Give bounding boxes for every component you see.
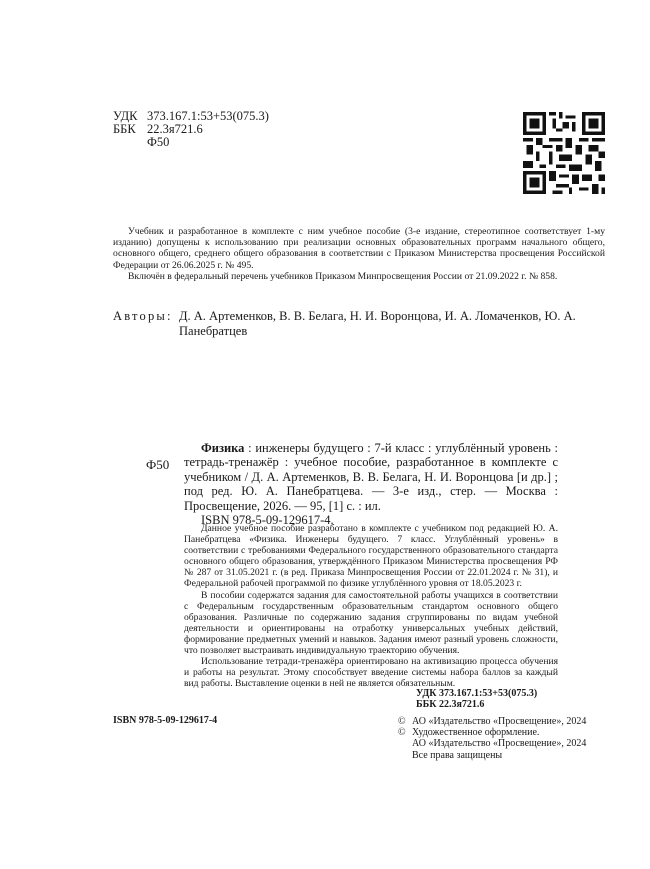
copyright-design-publisher: АО «Издательство «Просвещение», 2024	[412, 738, 587, 750]
annotation-paragraph: Данное учебное пособие разработано в комплекте с учебником под редакцией Ю. А. Панебратцева «Физика. Инженеры будущего. 7 класс. Углублённый уровень» в соответствии с требованиями Федерального государственного образовательного стандарта основного общего образования, утверждённого Приказом Министерства просвещения РФ № 287 от 31.05.2021 г. (в ред. Приказа Минпросвещения России от 22.01.2024 г. № 31), и Федеральной рабочей программой по физике углублённого уровня от 18.05.2023 г.	[184, 523, 558, 590]
footer-udk: УДК 373.167.1:53+53(075.3)	[416, 688, 538, 699]
annotation-paragraph: Использование тетради-тренажёра ориентировано на активизацию процесса обучения и работы на результат. Этому способствует введение системы набора баллов за каждый вид работы. Выставление оценки в ней не является обязательным.	[184, 656, 558, 690]
copyright-icon: ©	[398, 716, 406, 727]
udk-label: УДК	[113, 109, 138, 123]
copyright-design: Художественное оформление.	[412, 727, 540, 739]
bbk-value: 22.3я721.6	[147, 122, 203, 136]
qr-code-icon	[523, 112, 605, 194]
approval-notice	[113, 226, 605, 282]
footer-bbk: ББК 22.3я721.6	[416, 699, 485, 710]
isbn-footer: ISBN 978-5-09-129617-4	[113, 715, 218, 726]
bbk-label: ББК	[113, 122, 136, 136]
federal-list-paragraph: Включён в федеральный перечень учебников Приказом Минпросвещения России от 21.09.2022 г. № 858.	[128, 270, 558, 282]
rights-reserved: Все права защищены	[412, 749, 503, 761]
bibliographic-record	[184, 441, 558, 527]
copyright-publisher: АО «Издательство «Просвещение», 2024	[412, 716, 587, 727]
authors-names: Д. А. Артеменков, В. В. Белага, Н. И. Воронцова, И. А. Ломаченков, Ю. А. Панебратцев	[179, 309, 576, 338]
udk-value: 373.167.1:53+53(075.3)	[147, 109, 269, 123]
approval-paragraph: Учебник и разработанное в комплекте с ним учебное пособие (3-е издание, стереотипное соответствует 1-му изданию) допущены к использованию при реализации основных образовательных программ начального общего, основного общего, среднего общего образования в соответствии с Приказом Министерства просвещения Российской Федерации от 26.06.2025 г. № 495.	[113, 226, 605, 271]
author-mark: Ф50	[147, 135, 170, 149]
annotation-paragraph: В пособии содержатся задания для самостоятельной работы учащихся в соответствии с Федеральным государственным образовательным стандартом основного общего образования. Различные по содержанию задания сгруппированы по видам учебной деятельности и ориентированы на отработку универсальных учебных действий, формирование предметных умений и навыков. Задания имеют разный уровень сложности, что позволяет выстраивать индивидуальную траекторию обучения.	[184, 589, 558, 657]
authors-line	[113, 309, 605, 339]
book-description: : инженеры будущего : 7-й класс : углублённый уровень : тетрадь-тренажёр : учебное пособие, разработанное в комплекте с учебником / Д. А. Артеменков, В. В. Белага, Н. И. Воронцова [и др.] ; под ред. Ю. А. Панебратцева. — 3-е изд., стер. — Москва : Просвещение, 2026. — 95, [1] с. : ил.	[184, 441, 558, 513]
annotation	[184, 523, 558, 689]
footer-codes	[416, 688, 537, 710]
bibliographic-code: Ф50	[146, 457, 170, 472]
book-isbn: ISBN 978-5-09-129617-4.	[201, 513, 334, 528]
authors-label: Авторы:	[113, 309, 173, 323]
copyright-block	[398, 716, 586, 761]
book-title: Физика	[201, 441, 245, 455]
classification-codes	[113, 110, 269, 149]
copyright-icon: ©	[398, 727, 406, 739]
